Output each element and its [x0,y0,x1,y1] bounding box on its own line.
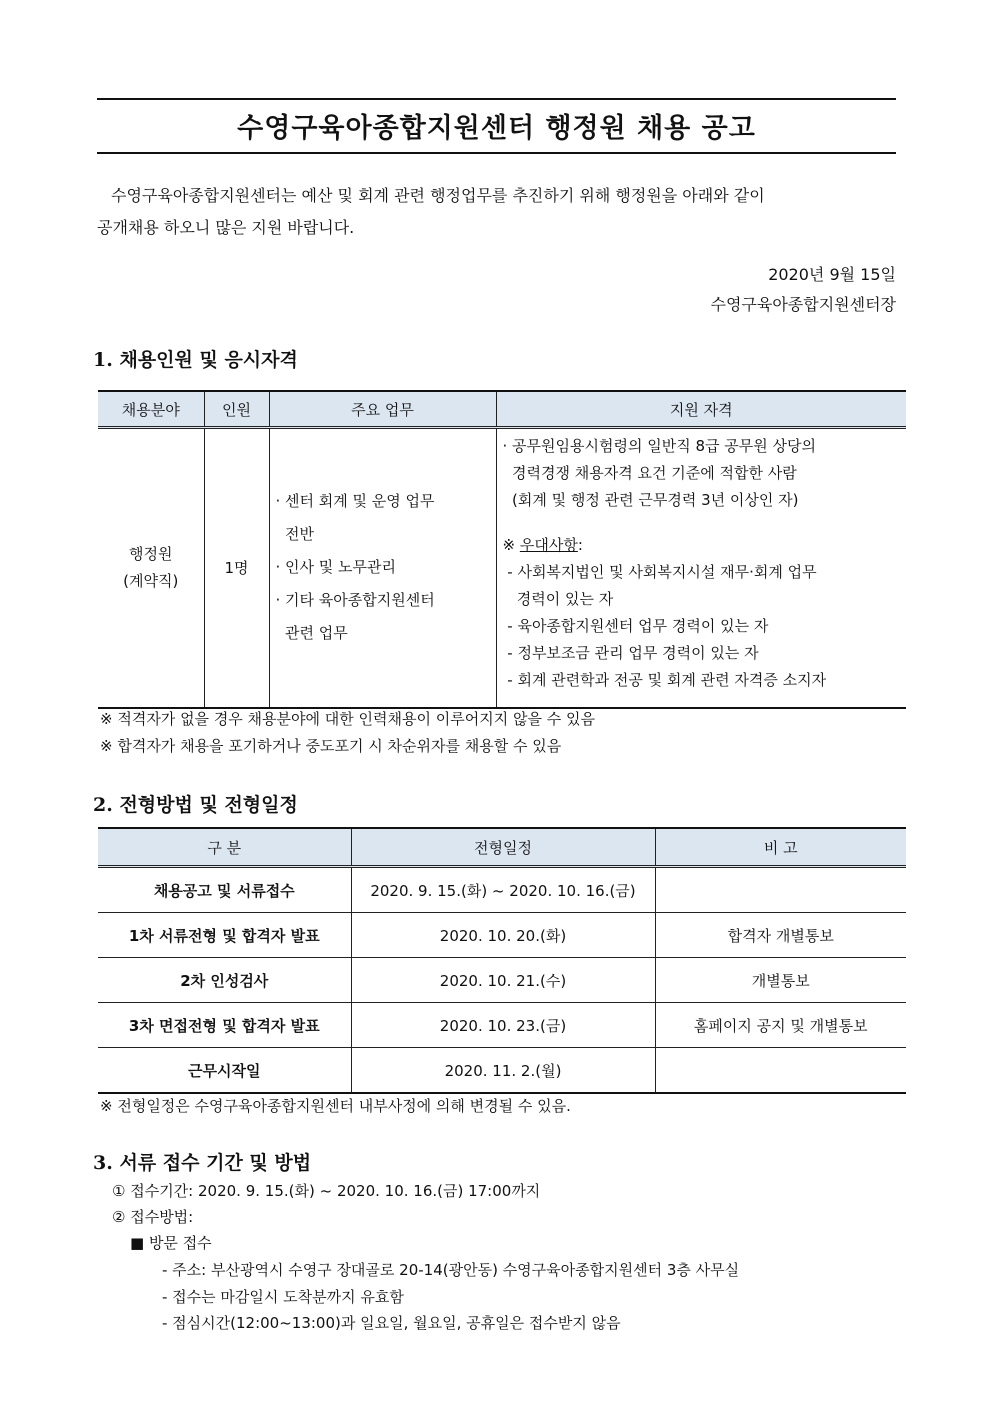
section3-heading: 3. 서류 접수 기간 및 방법 [93,1152,312,1174]
title-top-rule [97,98,896,100]
header-qualification: 지원 자격 [496,391,906,428]
date-cell: 2020. 10. 20.(화) [351,913,655,958]
preference-item: - 육아종합지원센터 업무 경력이 있는 자 [502,617,769,635]
section2-note: ※ 전형일정은 수영구육아종합지원센터 내부사정에 의해 변경될 수 있음. [100,1097,571,1115]
table-row [98,1048,906,1094]
preference-item: - 정부보조금 관리 업무 경력이 있는 자 [502,644,759,662]
preference-item: - 회계 관련학과 전공 및 회계 관련 자격증 소지자 [502,671,827,689]
remark-cell: 합격자 개별통보 [655,913,906,958]
stage-cell: 근무시작일 [98,1048,351,1094]
page-title: 수영구육아종합지원센터 행정원 채용 공고 [237,113,756,144]
visit-detail: - 점심시간(12:00~13:00)과 일요일, 월요일, 공휴일은 접수받지 않음 [162,1314,621,1332]
title-bottom-rule [97,152,896,154]
date-cell: 2020. 10. 21.(수) [351,958,655,1003]
preference-colon: : [577,536,583,554]
preference-heading [503,532,907,559]
preference-mark: ※ [502,536,520,554]
application-period: ① 접수기간: 2020. 9. 15.(화) ~ 2020. 10. 16.(금) 17:00까지 [112,1182,541,1200]
preference-label: 우대사항 [519,536,578,554]
header-schedule: 전형일정 [351,828,655,867]
intro-paragraph [97,180,896,244]
table-row [98,867,906,913]
header-count: 인원 [204,391,269,428]
duty-line: · 기타 육아종합지원센터 [275,591,435,610]
date-cell: 2020. 9. 15.(화) ~ 2020. 10. 16.(금) [351,867,655,913]
preference-item: 경력이 있는 자 [502,590,614,608]
header-stage: 구 분 [98,828,351,867]
table-row [98,1003,906,1048]
preference-item: - 사회복지법인 및 사회복지시설 재무·회계 업무 [502,563,817,581]
header-field: 채용분야 [98,391,204,428]
remark-cell [655,867,906,913]
visit-application: ■ 방문 접수 [130,1234,212,1252]
visit-detail: - 접수는 마감일시 도착분까지 유효함 [162,1288,404,1306]
duty-line: · 인사 및 노무관리 [275,558,397,577]
header-duties: 주요 업무 [269,391,496,428]
duty-line: · 센터 회계 및 운영 업무 [275,492,435,511]
notice-date: 2020년 9월 15일 [768,265,896,284]
qualification-table [98,390,906,709]
application-method: ② 접수방법: [112,1208,194,1226]
schedule-table [98,827,906,1094]
section1-note-2: ※ 합격자가 채용을 포기하거나 중도포기 시 차순위자를 채용할 수 있음 [100,737,562,755]
remark-cell: 개별통보 [655,958,906,1003]
stage-cell: 1차 서류전형 및 합격자 발표 [98,913,351,958]
intro-line-2: 공개채용 하오니 많은 지원 바랍니다. [97,218,355,237]
duty-line: 전반 [275,525,315,544]
date-cell: 2020. 10. 23.(금) [351,1003,655,1048]
job-type: (계약직) [123,571,179,590]
header-remark: 비 고 [655,828,906,867]
date-cell: 2020. 11. 2.(월) [351,1048,655,1094]
remark-cell [655,1048,906,1094]
notice-issuer: 수영구육아종합지원센터장 [710,295,896,314]
duty-line: 관련 업무 [275,624,348,643]
duties-cell [269,428,496,708]
qualification-cell [496,428,906,708]
job-field-cell [98,428,204,708]
visit-detail: - 주소: 부산광역시 수영구 장대골로 20-14(광안동) 수영구육아종합지원센터 3층 사무실 [162,1261,740,1279]
headcount: 1명 [204,428,269,708]
section1-heading: 1. 채용인원 및 응시자격 [93,349,298,371]
stage-cell: 채용공고 및 서류접수 [98,867,351,913]
section2-heading: 2. 전형방법 및 전형일정 [93,794,298,816]
table-row [98,958,906,1003]
stage-cell: 2차 인성검사 [98,958,351,1003]
job-field: 행정원 [129,544,173,563]
stage-cell: 3차 면접전형 및 합격자 발표 [98,1003,351,1048]
qual-line: · 공무원임용시험령의 일반직 8급 공무원 상당의 [502,437,816,455]
qual-line: (회계 및 행정 관련 근무경력 3년 이상인 자) [502,491,799,509]
intro-line-1: 수영구육아종합지원센터는 예산 및 회계 관련 행정업무를 추진하기 위해 행정원을 아래와 같이 [111,186,765,205]
remark-cell: 홈페이지 공지 및 개별통보 [655,1003,906,1048]
qual-line: 경력경쟁 채용자격 요건 기준에 적합한 사람 [502,464,797,482]
section1-note-1: ※ 적격자가 없을 경우 채용분야에 대한 인력채용이 이루어지지 않을 수 있음 [100,710,595,728]
table-row [98,913,906,958]
